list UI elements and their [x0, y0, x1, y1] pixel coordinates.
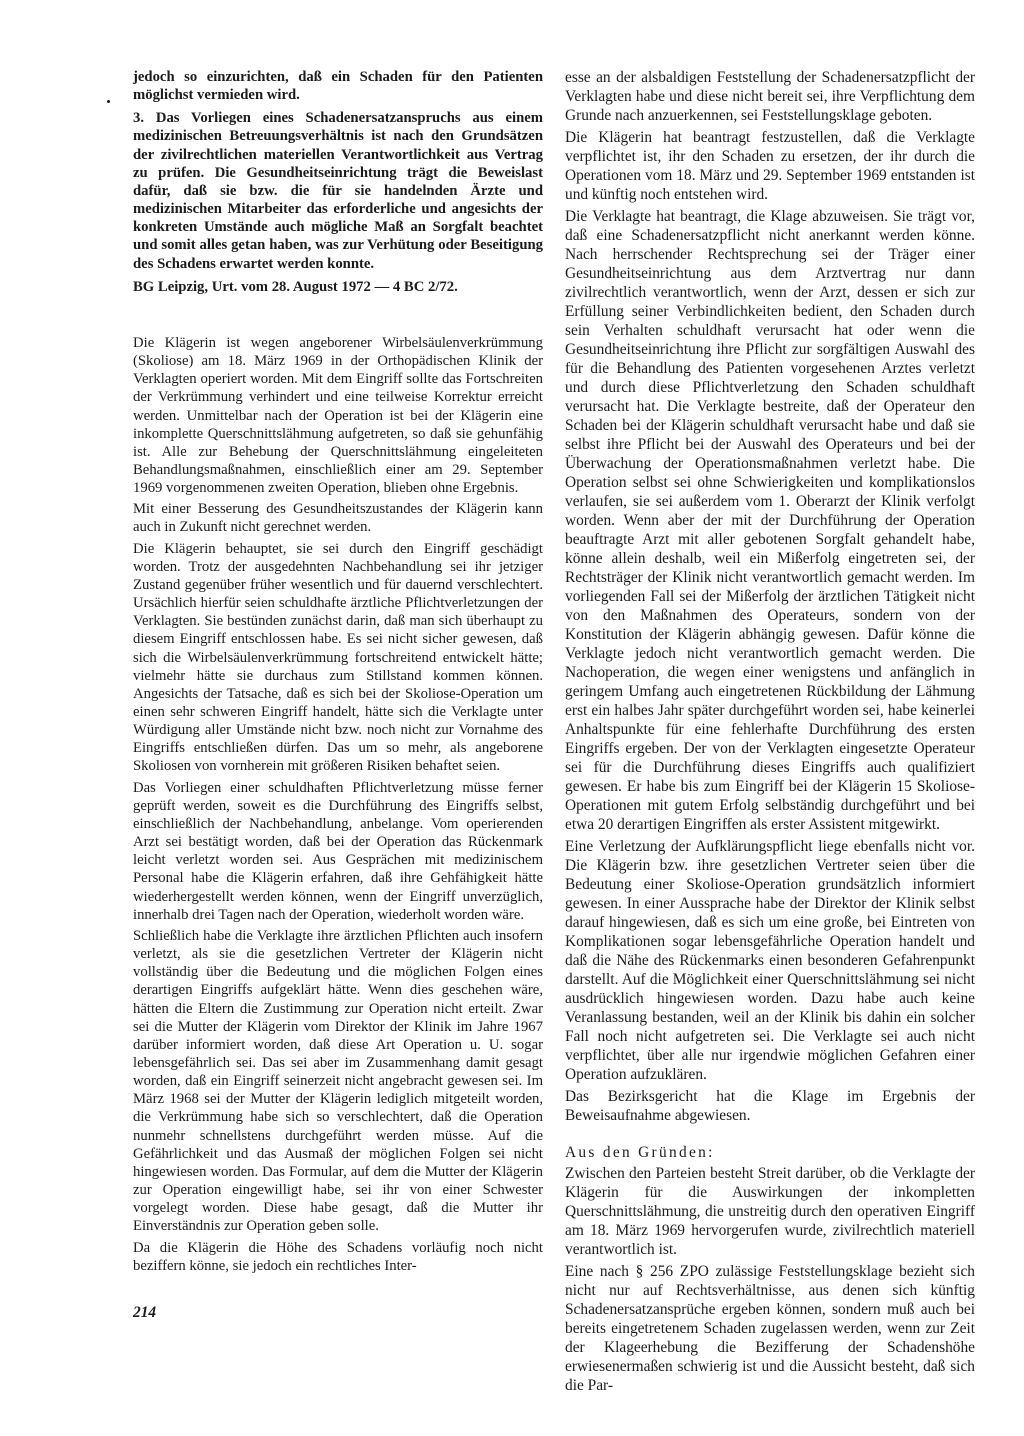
section-heading: Aus den Gründen:: [565, 1144, 715, 1161]
paragraph: Die Verklagte hat beantragt, die Klage abzuweisen. Sie trägt vor, daß eine Schadenersatzpflicht nicht anerkannt werden könne. Nach herrschender Rechtsprechung sei der Träger einer Gesundheitseinrichtung aus dem Arztvertrag nur dann zivilrechtlich verantwortlich, wenn der Arzt, dessen er sich zur Erfüllung seiner Verbindlichkeiten bedient, den Schaden durch sein Verhalten schuldhaft verursacht hat oder wenn die Gesundheitseinrichtung ihre Pflicht zur sorgfältigen Auswahl des für die Behandlung des Patienten vorgesehenen Arztes verletzt und durch diese Pflichtverletzung den Schaden schuldhaft verursacht hat. Die Verklagte bestreite, daß der Operateur den Schaden bei der Klägerin schuldhaft verursacht habe und daß sie selbst ihre Pflicht bei der Auswahl des Operateurs und bei der Überwachung der Operationsmaßnahmen verletzt habe. Die Operation selbst sei ohne Schwierigkeiten und komplikationslos verlaufen, sie sei außerdem vom 1. Oberarzt der Klinik verfolgt worden. Wenn aber der mit der Durchführung der Operation beauftragte Arzt mit aller gebotenen Sorgfalt gehandelt habe, könne allein deshalb, weil ein Mißerfolg eingetreten sei, der Rechtsträger der Klinik nicht verantwortlich gemacht werden. Im vorliegenden Fall sei der Mißerfolg der ärztlichen Tätigkeit nicht von den Maßnahmen des Operateurs, sondern von der Konstitution der Klägerin abhängig gewesen. Dafür könne die Verklagte jedoch nicht verantwortlich gemacht werden. Die Nachoperation, die wegen einer wenigstens und anfänglich in geringem Umfang auch eingetretenen Rückbildung der Lähmung erst ein halbes Jahr später durchgeführt worden sei, habe keinerlei Anhaltspunkte für eine fehlerhafte Durchführung des ersten Eingriffs ergeben. Der von der Verklagten eingesetzte Operateur sei für die Durchführung dieses Eingriffs auch qualifiziert gewesen. Er habe bis zum Eingriff bei der Klägerin 15 Skoliose-Operationen mit gutem Erfolg selbständig durchgeführt und bei etwa 20 derartigen Eingriffen als erster Assistent mitgewirkt.: [565, 208, 975, 833]
paragraph: Eine nach § 256 ZPO zulässige Feststellungsklage bezieht sich nicht nur auf Rechtsverhältnisse, aus denen sich künftig Schadenersatzansprüche ergeben können, sondern muß auch bei bereits eingetretenem Schaden zugelassen werden, wenn zur Zeit der Klageerhebung die Bezifferung der Schadenshöhe erwiesenermaßen schwierig ist und die Aussicht besteht, daß sich die Par-: [565, 1263, 975, 1394]
paragraph: Die Klägerin ist wegen angeborener Wirbelsäulenverkrümmung (Skoliose) am 18. März 1969 in der Orthopädischen Klinik der Verklagten operiert worden. Mit dem Eingriff sollte das Fortschreiten der Verkrümmung verhindert und eine teilweise Korrektur erreicht werden. Unmittelbar nach der Operation ist bei der Klägerin eine inkomplette Querschnittslähmung aufgetreten, so daß sie gehunfähig ist. Alle zur Behebung der Querschnittslähmung eingeleiteten Behandlungsmaßnahmen, einschließlich einer am 29. September 1969 vorgenommenen zweiten Operation, blieben ohne Ergebnis.: [133, 334, 543, 497]
paragraph: Das Vorliegen einer schuldhaften Pflichtverletzung müsse ferner geprüft werden, soweit es die Durchführung des Eingriffs selbst, einschließlich der Nachbehandlung, anbelange. Vom operierenden Arzt sei bestätigt worden, daß bei der Operation das Rückenmark leicht verletzt worden sei. Aus Gesprächen mit medizinischem Personal habe die Klägerin erfahren, daß ihre Gehfähigkeit hätte wiederhergestellt werden können, wenn der Eingriff unverzüglich, innerhalb drei Tagen nach der Operation, wiederholt worden wäre.: [133, 779, 543, 923]
paragraph: Zwischen den Parteien besteht Streit darüber, ob die Verklagte der Klägerin für die Auswirkungen der inkompletten Querschnittslähmung, die unstreitig durch den operativen Eingriff am 18. März 1969 hervorgerufen wurde, zivilrechtlich materiell verantwortlich ist.: [565, 1165, 975, 1258]
page-number: 214: [133, 1304, 157, 1321]
paragraph: Das Bezirksgericht hat die Klage im Ergebnis der Beweisaufnahme abgewiesen.: [565, 1088, 975, 1124]
headnote-3: 3. Das Vorliegen eines Schadenersatzanspruchs aus einem medizinischen Betreuungsverhältnis ist nach den Grundsätzen der zivilrechtlichen materiellen Verantwortlichkeit aus Vertrag zu prüfen. Die Gesundheitseinrichtung trägt die Beweislast dafür, daß sie bzw. die für sie handelnden Ärzte und medizinischen Mitarbeiter das erforderliche und angesichts der konkreten Umstände auch mögliche Maß an Sorgfalt beachtet und somit alles getan haben, was zur Verhütung oder Beseitigung des Schadens erwartet werden konnte.: [133, 110, 543, 272]
paragraph: Mit einer Besserung des Gesundheitszustandes der Klägerin kann auch in Zukunft nicht gerechnet werden.: [133, 501, 543, 536]
paragraph: Eine Verletzung der Aufklärungspflicht liege ebenfalls nicht vor. Die Klägerin bzw. ihre gesetzlichen Vertreter seien über die Bedeutung einer Skoliose-Operation grundsätzlich informiert gewesen. In einer Aussprache habe der Direktor der Klinik selbst darauf hingewiesen, daß es sich um eine große, bei Eintreten von Komplikationen sogar lebensgefährliche Operation handelt und daß die Nähe des Rückenmarks einen besonderen Gefahrenpunkt darstellt. Auf die Möglichkeit einer Querschnittslähmung sei nicht ausdrücklich hingewiesen worden. Dazu habe auch keine Veranlassung bestanden, weil an der Klinik bis dahin ein solcher Fall noch nicht aufgetreten sei. Die Verklagte sei auch nicht verpflichtet, über alle nur irgendwie möglichen Gefahren einer Operation aufzuklären.: [565, 838, 975, 1083]
margin-mark: [107, 100, 110, 103]
paragraph: Die Klägerin behauptet, sie sei durch den Eingriff geschädigt worden. Trotz der ausgedehnten Nachbehandlung sei ihr jetziger Zustand gegenüber früher wesentlich und für dauernd verschlechtert. Ursächlich hierfür seien schuldhafte ärztliche Pflichtverletzungen der Verklagten. Sie bestünden zunächst darin, daß man sich überhaupt zu diesem Eingriff entschlossen habe. Es sei nicht sicher gewesen, daß sich die Wirbelsäulenverkrümmung fortschreitend entwickelt hätte; vielmehr hätte sie durchaus zum Stillstand kommen können. Angesichts der Tatsache, daß es sich bei der Skoliose-Operation um einen sehr schweren Eingriff handelt, hätte sich die Verklagte unter Würdigung aller Umstände nicht bzw. noch nicht zur Vornahme des Eingriffs entschließen dürfen. Das um so mehr, als angeborene Skoliosen von vornherein mit größeren Risiken behaftet seien.: [133, 540, 543, 775]
headnote-continuation: jedoch so einzurichten, daß ein Schaden für den Patienten möglichst vermieden wird.: [133, 69, 543, 104]
left-column: [133, 68, 543, 1278]
paragraph: esse an der alsbaldigen Feststellung der Schadenersatzpflicht der Verklagten habe und diese nicht bereit sei, ihre Verpflichtung dem Grunde nach anzuerkennen, sei Feststellungsklage geboten.: [565, 69, 975, 124]
paragraph: Da die Klägerin die Höhe des Schadens vorläufig noch nicht beziffern könne, sie jedoch ein rechtliches Inter-: [133, 1239, 543, 1274]
court-citation: BG Leipzig, Urt. vom 28. August 1972 — 4 BC 2/72.: [133, 278, 458, 295]
paragraph: Schließlich habe die Verklagte ihre ärztlichen Pflichten auch insofern verletzt, als sie die gesetzlichen Vertreter der Klägerin nicht vollständig über die Bedeutung und die möglichen Folgen eines derartigen Eingriffs aufgeklärt hätte. Wenn dies geschehen wäre, hätten die Eltern die Zustimmung zur Operation nicht erteilt. Zwar sei die Mutter der Klägerin vom Direktor der Klinik im Jahre 1967 darüber informiert worden, daß diese Art Operation u. U. sogar lebensgefährlich sei. Das sei aber im Zusammenhang damit gesagt worden, daß ein Eingriff seinerzeit nicht angebracht gewesen sei. Im März 1968 sei der Mutter der Klägerin lediglich mitgeteilt worden, die Verkrümmung habe sich so verschlechtert, daß die Operation nunmehr schnellstens durchgeführt werden müsse. Auf die Gefährlichkeit und das Ausmaß der möglichen Folgen sei nicht hingewiesen worden. Das Formular, auf dem die Mutter der Klägerin zur Operation eingewilligt habe, sei ihr von einer Schwester vorgelegt worden. Diese habe gesagt, daß die Mutter ihr Einverständnis zur Operation geben solle.: [133, 927, 543, 1235]
paragraph: Die Klägerin hat beantragt festzustellen, daß die Verklagte verpflichtet ist, ihr den Schaden zu ersetzen, der ihr durch die Operationen vom 18. März und 29. September 1969 entstanden ist und künftig noch entstehen wird.: [565, 129, 975, 203]
right-column: [565, 68, 975, 1398]
